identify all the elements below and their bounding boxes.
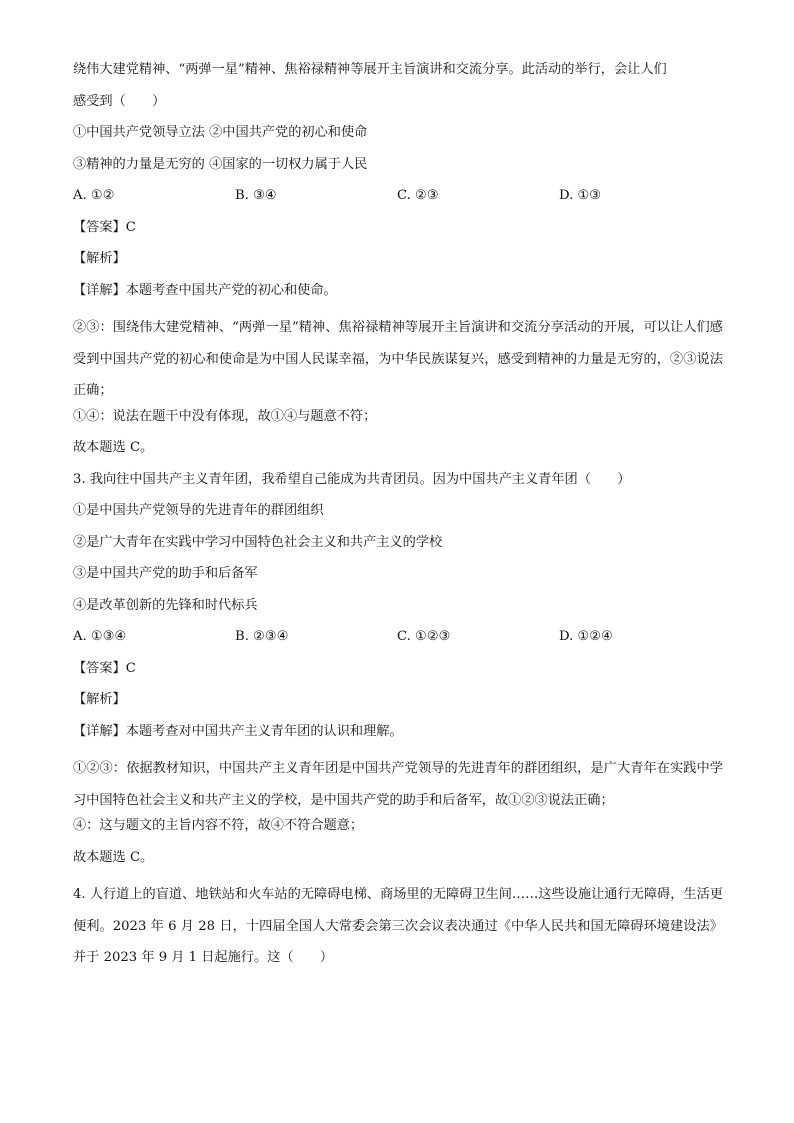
- q4-stem: 4. 人行道上的盲道、地铁站和火车站的无障碍电梯、商场里的无障碍卫生间……这些设施让通行无障碍，生活更便利。2023 年 6 月 28 日，十四届全国人大常委会第三次会议表决通过《中华人民共和国无障碍环境建设法》并于 2023 年 9 月 1 日起施行。这（ ）: [73, 887, 723, 965]
- q2-options: [73, 186, 723, 218]
- q2-option-a: A. ①②: [73, 188, 115, 203]
- q3-conclusion: 故本题选 C。: [73, 849, 154, 865]
- q3-detail: 【详解】本题考查对中国共产主义青年团的认识和理解。: [73, 723, 403, 739]
- q2-explanation-1: ②③：围绕伟大建党精神、“两弹一星”精神、焦裕禄精神等展开主旨演讲和交流分享活动的开展，可以让人们感受到中国共产党的初心和使命是为中国人民谋幸福，为中华民族谋复兴，感受到精神的力量是无穷的，②③说法正确；: [73, 320, 723, 398]
- q2-answer: 【答案】C: [73, 219, 136, 235]
- q3-answer: 【答案】C: [73, 660, 136, 676]
- q3-statement-2: ②是广大青年在实践中学习中国特色社会主义和共产主义的学校: [73, 534, 443, 550]
- q2-statement-2: ③精神的力量是无穷的 ④国家的一切权力属于人民: [73, 156, 368, 172]
- q3-explanation-2: ④：这与题文的主旨内容不符，故④不符合题意；: [73, 818, 364, 833]
- q3-statement-3: ③是中国共产党的助手和后备军: [73, 566, 258, 581]
- q3-option-b: B. ②③④: [235, 629, 289, 644]
- q3-stem: 3. 我向往中国共产主义青年团，我希望自己能成为共青团员。因为中国共产主义青年团（ ）: [73, 471, 631, 487]
- q3-statement-4: ④是改革创新的先锋和时代标兵: [73, 597, 258, 613]
- document-page: [73, 60, 723, 974]
- q2-statement-1: ①中国共产党领导立法 ②中国共产党的初心和使命: [73, 125, 368, 140]
- q3-options: [73, 627, 723, 659]
- q3-option-c: C. ①②③: [397, 629, 451, 644]
- q2-option-d: D. ①③: [559, 188, 602, 203]
- q3-explanation-1: ①②③：依据教材知识，中国共产主义青年团是中国共产党领导的先进青年的群团组织，是广大青年在实践中学习中国特色社会主义和共产主义的学校，是中国共产党的助手和后备军，故①②③说法正确；: [73, 761, 723, 808]
- q2-option-c: C. ②③: [397, 188, 439, 203]
- q3-option-d: D. ①②④: [559, 629, 613, 644]
- q3-analysis-heading: 【解析】: [73, 692, 126, 707]
- q3-option-a: A. ①③④: [73, 629, 127, 644]
- q2-stem-line-1: 绕伟大建党精神、“两弹一星”精神、焦裕禄精神等展开主旨演讲和交流分享。此活动的举行，会让人们: [73, 62, 667, 77]
- q2-explanation-2: ①④：说法在题干中没有体现，故①④与题意不符；: [73, 408, 377, 424]
- q2-conclusion: 故本题选 C。: [73, 440, 154, 455]
- q2-stem-line-2: 感受到（ ）: [73, 93, 166, 109]
- q2-detail: 【详解】本题考查中国共产党的初心和使命。: [73, 282, 337, 298]
- q2-option-b: B. ③④: [235, 188, 277, 203]
- q3-statement-1: ①是中国共产党领导的先进青年的群团组织: [73, 503, 324, 518]
- q2-analysis-heading: 【解析】: [73, 251, 126, 266]
